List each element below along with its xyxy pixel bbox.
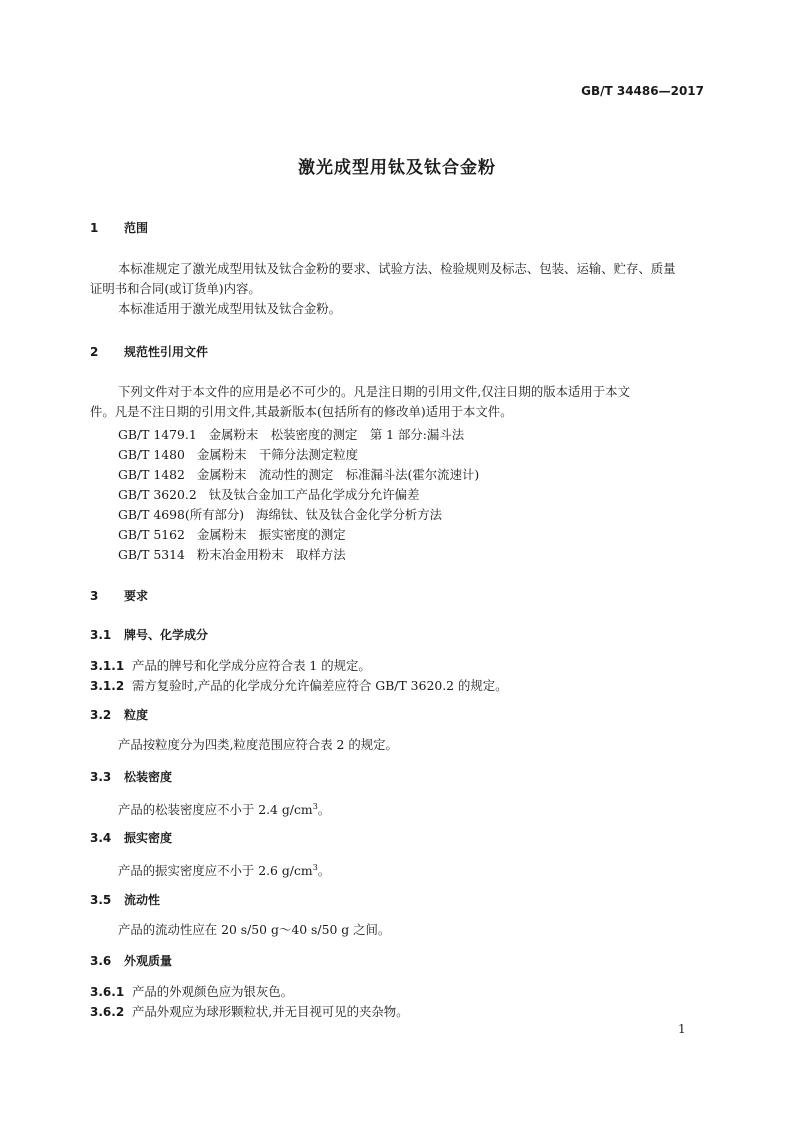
reference-title: 钛及钛合金加工产品化学成分允许偏差 bbox=[208, 487, 420, 502]
density-statement: 产品的振实密度应不小于 2.6 g/cm bbox=[118, 863, 313, 879]
unit-exponent: 3 bbox=[312, 802, 318, 811]
subsection-3-6-heading bbox=[90, 952, 172, 969]
clause-3-6-2 bbox=[90, 1002, 409, 1020]
clause-number: 3.6.2 bbox=[90, 1005, 125, 1019]
reference-item bbox=[118, 525, 358, 543]
subsection-title: 粒度 bbox=[124, 708, 149, 722]
clause-number: 3.1.2 bbox=[90, 679, 125, 693]
document-title: 激光成型用钛及钛合金粉 bbox=[298, 158, 496, 178]
page-number: 1 bbox=[678, 1022, 686, 1036]
subsection-3-5-heading bbox=[90, 891, 160, 908]
section-3-heading bbox=[90, 587, 148, 604]
reference-item bbox=[118, 465, 491, 483]
subsection-title: 松装密度 bbox=[124, 770, 173, 784]
subsection-number: 3.5 bbox=[90, 893, 112, 907]
scope-paragraph-line2: 证明书和合同(或订货单)内容。 bbox=[90, 281, 261, 296]
reference-code: GB/T 5162 bbox=[118, 527, 185, 542]
clause-text: 需方复验时,产品的化学成分允许偏差应符合 GB/T 3620.2 的规定。 bbox=[132, 678, 508, 693]
reference-code: GB/T 1479.1 bbox=[118, 427, 197, 442]
reference-code: GB/T 4698(所有部分) bbox=[118, 507, 245, 522]
clause-text: 产品的牌号和化学成分应符合表 1 的规定。 bbox=[132, 658, 371, 673]
references-intro-line1: 下列文件对于本文件的应用是必不可少的。凡是注日期的引用文件,仅注日期的版本适用于本文 bbox=[118, 384, 630, 399]
clause-text: 产品外观应为球形颗粒状,并无目视可见的夹杂物。 bbox=[132, 1004, 409, 1019]
section-number: 2 bbox=[90, 345, 99, 359]
unit-exponent: 3 bbox=[312, 863, 318, 872]
reference-item bbox=[118, 445, 370, 463]
reference-code: GB/T 1482 bbox=[118, 467, 185, 482]
reference-item bbox=[118, 505, 454, 523]
subsection-title: 振实密度 bbox=[124, 831, 173, 845]
reference-title: 金属粉末 振实密度的测定 bbox=[196, 527, 346, 542]
section-number: 3 bbox=[90, 589, 99, 603]
particle-size-text: 产品按粒度分为四类,粒度范围应符合表 2 的规定。 bbox=[118, 737, 398, 752]
section-title: 规范性引用文件 bbox=[124, 345, 209, 359]
subsection-3-1-heading bbox=[90, 626, 208, 643]
subsection-title: 外观质量 bbox=[124, 954, 173, 968]
section-title: 范围 bbox=[124, 221, 149, 235]
clause-number: 3.1.1 bbox=[90, 659, 125, 673]
reference-title: 金属粉末 流动性的测定 标准漏斗法(霍尔流速计) bbox=[196, 467, 480, 482]
subsection-3-4-heading bbox=[90, 829, 172, 846]
reference-title: 海绵钛、钛及钛合金化学分析方法 bbox=[256, 507, 443, 522]
references-intro-line2: 件。凡是不注日期的引用文件,其最新版本(包括所有的修改单)适用于本文件。 bbox=[90, 404, 513, 419]
subsection-number: 3.4 bbox=[90, 831, 112, 845]
apparent-density-text bbox=[118, 797, 330, 820]
clause-3-1-2 bbox=[90, 676, 508, 694]
reference-title: 粉末冶金用粉末 取样方法 bbox=[196, 547, 346, 562]
tap-density-text bbox=[118, 858, 330, 881]
subsection-title: 流动性 bbox=[124, 893, 161, 907]
clause-3-6-1 bbox=[90, 982, 293, 1000]
clause-3-1-1 bbox=[90, 656, 371, 674]
reference-item bbox=[118, 485, 431, 503]
density-statement: 产品的松装密度应不小于 2.4 g/cm bbox=[118, 802, 313, 818]
subsection-number: 3.3 bbox=[90, 770, 112, 784]
section-2-heading bbox=[90, 343, 208, 360]
reference-title: 金属粉末 松装密度的测定 第 1 部分:漏斗法 bbox=[208, 427, 465, 442]
subsection-3-3-heading bbox=[90, 768, 172, 785]
standard-number: GB/T 34486—2017 bbox=[581, 84, 704, 98]
section-title: 要求 bbox=[124, 589, 149, 603]
subsection-number: 3.1 bbox=[90, 628, 112, 642]
sentence-end: 。 bbox=[317, 863, 331, 879]
section-1-heading bbox=[90, 219, 148, 236]
reference-item bbox=[118, 545, 358, 563]
sentence-end: 。 bbox=[317, 802, 331, 818]
reference-title: 金属粉末 干筛分法测定粒度 bbox=[196, 447, 358, 462]
subsection-number: 3.6 bbox=[90, 954, 112, 968]
flowability-text: 产品的流动性应在 20 s/50 g～40 s/50 g 之间。 bbox=[118, 922, 391, 937]
subsection-number: 3.2 bbox=[90, 708, 112, 722]
subsection-3-2-heading bbox=[90, 706, 148, 723]
clause-text: 产品的外观颜色应为银灰色。 bbox=[132, 984, 294, 999]
subsection-title: 牌号、化学成分 bbox=[124, 628, 209, 642]
scope-applicability: 本标准适用于激光成型用钛及钛合金粉。 bbox=[118, 301, 342, 316]
reference-code: GB/T 3620.2 bbox=[118, 487, 197, 502]
reference-code: GB/T 5314 bbox=[118, 547, 185, 562]
reference-item bbox=[118, 425, 476, 443]
clause-number: 3.6.1 bbox=[90, 985, 125, 999]
section-number: 1 bbox=[90, 221, 99, 235]
scope-paragraph-line1: 本标准规定了激光成型用钛及钛合金粉的要求、试验方法、检验规则及标志、包装、运输、贮存、质量 bbox=[118, 261, 676, 276]
reference-code: GB/T 1480 bbox=[118, 447, 185, 462]
